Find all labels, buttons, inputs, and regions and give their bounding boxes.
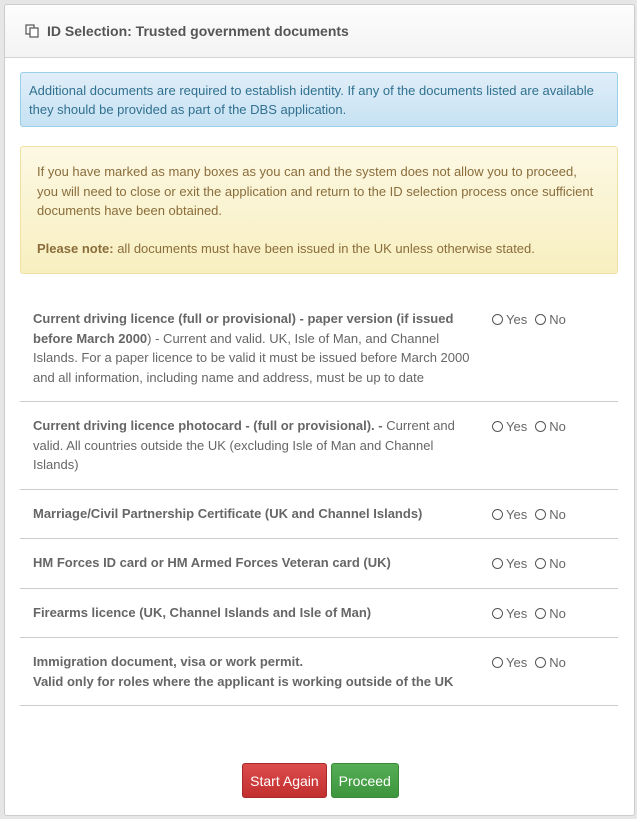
no-radio[interactable] bbox=[535, 505, 566, 525]
button-bar bbox=[5, 763, 636, 798]
no-radio[interactable] bbox=[535, 653, 566, 673]
document-title: Marriage/Civil Partnership Certificate (UK and Channel Islands) bbox=[33, 505, 423, 521]
info-alert: Additional documents are required to establish identity. If any of the documents listed are available they should be provided as part of the DBS application. bbox=[20, 72, 618, 127]
no-radio[interactable] bbox=[535, 604, 566, 624]
panel-header bbox=[5, 5, 634, 58]
yes-radio[interactable] bbox=[492, 417, 527, 437]
proceed-button[interactable]: Proceed bbox=[331, 763, 399, 798]
yes-label: Yes bbox=[506, 655, 528, 670]
page-title: ID Selection: Trusted government documents bbox=[47, 23, 349, 39]
radio-circle-icon bbox=[535, 509, 546, 520]
yes-radio[interactable] bbox=[492, 310, 527, 330]
radio-circle-icon bbox=[535, 558, 546, 569]
no-label: No bbox=[549, 605, 566, 621]
radio-circle-icon bbox=[535, 421, 546, 432]
yes-label: Yes bbox=[506, 312, 528, 327]
no-radio[interactable] bbox=[535, 310, 566, 330]
document-title-line2: Valid only for roles where the applicant is working outside of the UK bbox=[33, 673, 454, 689]
yes-label: Yes bbox=[506, 419, 528, 434]
start-again-button[interactable]: Start Again bbox=[242, 763, 327, 798]
radio-circle-icon bbox=[535, 314, 546, 325]
document-list bbox=[20, 295, 618, 706]
yes-radio[interactable] bbox=[492, 554, 527, 574]
id-selection-panel bbox=[4, 4, 635, 816]
radio-circle-icon bbox=[535, 608, 546, 619]
no-radio[interactable] bbox=[535, 554, 566, 574]
note-text: all documents must have been issued in the UK unless otherwise stated. bbox=[113, 240, 535, 256]
yes-label: Yes bbox=[506, 506, 528, 522]
radio-circle-icon bbox=[492, 657, 503, 668]
radio-circle-icon bbox=[492, 509, 503, 520]
document-title: HM Forces ID card or HM Armed Forces Veteran card (UK) bbox=[33, 555, 391, 570]
radio-circle-icon bbox=[492, 608, 503, 619]
document-detail: Current and valid. All countries outside the UK (excluding Isle of Man and Channel Islands) bbox=[33, 418, 455, 472]
radio-circle-icon bbox=[535, 657, 546, 668]
warning-alert bbox=[20, 146, 618, 274]
document-row bbox=[20, 402, 618, 490]
no-label: No bbox=[549, 419, 566, 434]
radio-circle-icon bbox=[492, 421, 503, 432]
document-detail: ) - Current and valid. UK, Isle of Man, and Channel Islands. For a paper licence to be valid it must be issued before March 2000 and all information, including name and address, must be up to date bbox=[33, 330, 470, 385]
no-radio[interactable] bbox=[535, 417, 566, 437]
document-title: Firearms licence (UK, Channel Islands and Isle of Man) bbox=[33, 604, 372, 620]
yes-radio[interactable] bbox=[492, 653, 527, 673]
warning-note bbox=[37, 239, 601, 259]
document-row bbox=[20, 490, 618, 540]
note-label: Please note: bbox=[37, 240, 114, 256]
radio-circle-icon bbox=[492, 558, 503, 569]
no-label: No bbox=[549, 506, 566, 522]
radio-circle-icon bbox=[492, 314, 503, 325]
yes-label: Yes bbox=[506, 605, 528, 621]
document-row bbox=[20, 539, 618, 589]
document-row bbox=[20, 295, 618, 402]
document-row bbox=[20, 638, 618, 706]
yes-label: Yes bbox=[506, 556, 528, 571]
document-title: Current driving licence photocard - (full or provisional). - bbox=[33, 418, 383, 433]
no-label: No bbox=[549, 312, 566, 327]
document-title: Current driving licence (full or provisional) - paper version (if issued before March 2000 bbox=[33, 311, 454, 346]
no-label: No bbox=[549, 556, 566, 571]
copy-icon bbox=[25, 24, 39, 38]
document-row bbox=[20, 589, 618, 639]
yes-radio[interactable] bbox=[492, 505, 527, 525]
yes-radio[interactable] bbox=[492, 604, 527, 624]
warning-text: If you have marked as many boxes as you can and the system does not allow you to proceed, you will need to close or exit the application and return to the ID selection process once sufficient documents have been obtained. bbox=[37, 164, 594, 218]
no-label: No bbox=[549, 655, 566, 670]
document-title: Immigration document, visa or work permit. bbox=[33, 654, 304, 669]
